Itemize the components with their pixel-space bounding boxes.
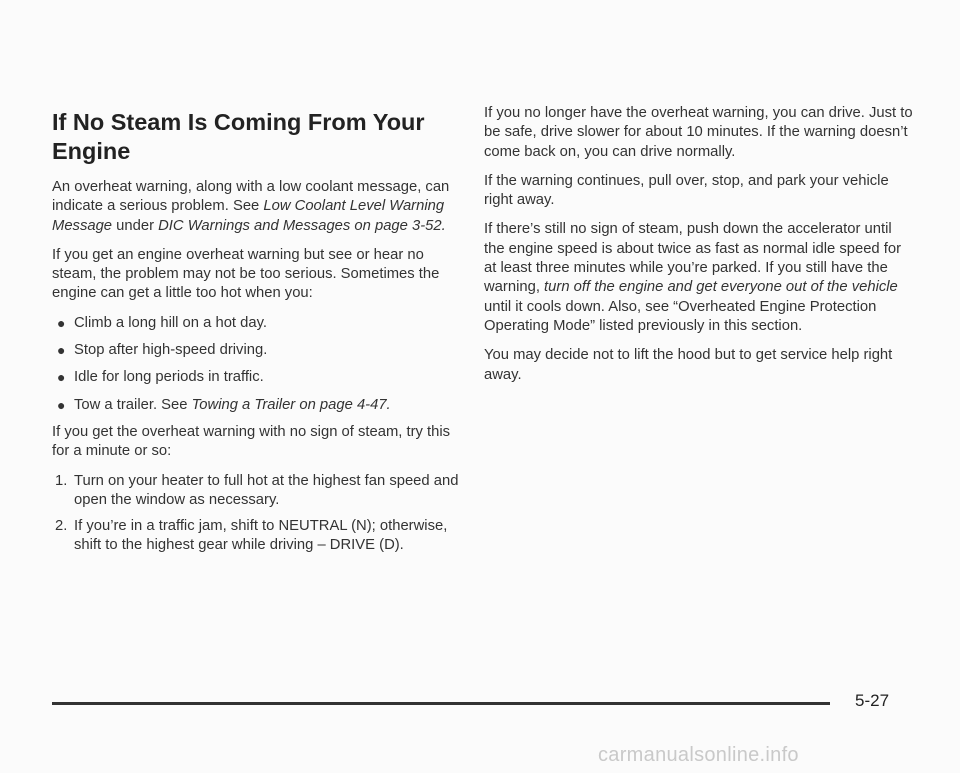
towing-reference: Towing a Trailer on page 4-47. (191, 396, 391, 413)
bullet-icon: ● (57, 369, 66, 386)
intro-paragraph (52, 178, 462, 236)
list-item-text: Climb a long hill on a hot day. (74, 314, 268, 331)
step-number: 1. (55, 472, 68, 489)
warning-continues-paragraph: If the warning continues, pull over, stop, and park your vehicle right away. (484, 172, 889, 209)
service-help-paragraph: You may decide not to lift the hood but to get service help right away. (484, 347, 893, 383)
step-item (52, 472, 462, 511)
step-text: Turn on your heater to full hot at the highest fan speed and open the window as necessary. (74, 472, 459, 508)
dic-warnings-reference: DIC Warnings and Messages on page 3-52. (158, 217, 446, 234)
try-this-paragraph: If you get the overheat warning with no sign of steam, try this for a minute or so: (52, 423, 451, 460)
list-item-text: Stop after high-speed driving. (74, 342, 268, 359)
list-item (52, 396, 462, 415)
section-heading: If No Steam Is Coming From Your Engine (52, 109, 425, 164)
turn-off-engine-emphasis: turn off the engine and get everyone out of the vehicle (544, 279, 898, 296)
watermark: carmanualsonline.info (598, 744, 799, 766)
list-item-text: Idle for long periods in traffic. (74, 369, 264, 386)
list-item-text: Tow a trailer. See (74, 396, 192, 413)
step-number: 2. (55, 518, 68, 535)
page-number: 5-27 (855, 691, 890, 710)
right-column (484, 104, 914, 395)
no-steam-paragraph: If you get an engine overheat warning but see or hear no steam, the problem may not be too serious. Sometimes the engine can get a little too hot when you: (52, 246, 440, 302)
list-item (52, 341, 462, 360)
still-no-steam-text: If there’s still no sign of steam, push down the accelerator until the engine speed is about twice as fast as normal idle speed for at least three minutes while you’re parked. If you still have the warning, (484, 221, 902, 296)
bullet-icon: ● (57, 342, 66, 359)
cools-down-text: until it cools down. Also, see “Overheated Engine Protection Operating Mode” listed previously in this section. (484, 298, 877, 334)
list-item (52, 314, 462, 333)
steps-list (52, 472, 462, 556)
list-item (52, 368, 462, 387)
still-no-steam-paragraph (484, 220, 914, 336)
intro-text-connector: under (112, 217, 159, 234)
no-longer-warning-paragraph: If you no longer have the overheat warning, you can drive. Just to be safe, drive slower for about 10 minutes. If the warning doesn’t come back on, you can drive normally. (484, 105, 913, 160)
intro-text: An overheat warning, along with a low coolant message, can indicate a serious problem. See (52, 179, 450, 215)
low-coolant-reference: Low Coolant Level Warning Message (52, 198, 445, 234)
bullet-icon: ● (57, 314, 66, 331)
step-text: If you’re in a traffic jam, shift to NEUTRAL (N); otherwise, shift to the highest gear while driving – DRIVE (D). (74, 518, 448, 554)
step-item (52, 517, 462, 556)
footer-rule (52, 702, 830, 705)
conditions-list (52, 314, 462, 415)
left-column (52, 108, 462, 563)
bullet-icon: ● (57, 396, 66, 413)
